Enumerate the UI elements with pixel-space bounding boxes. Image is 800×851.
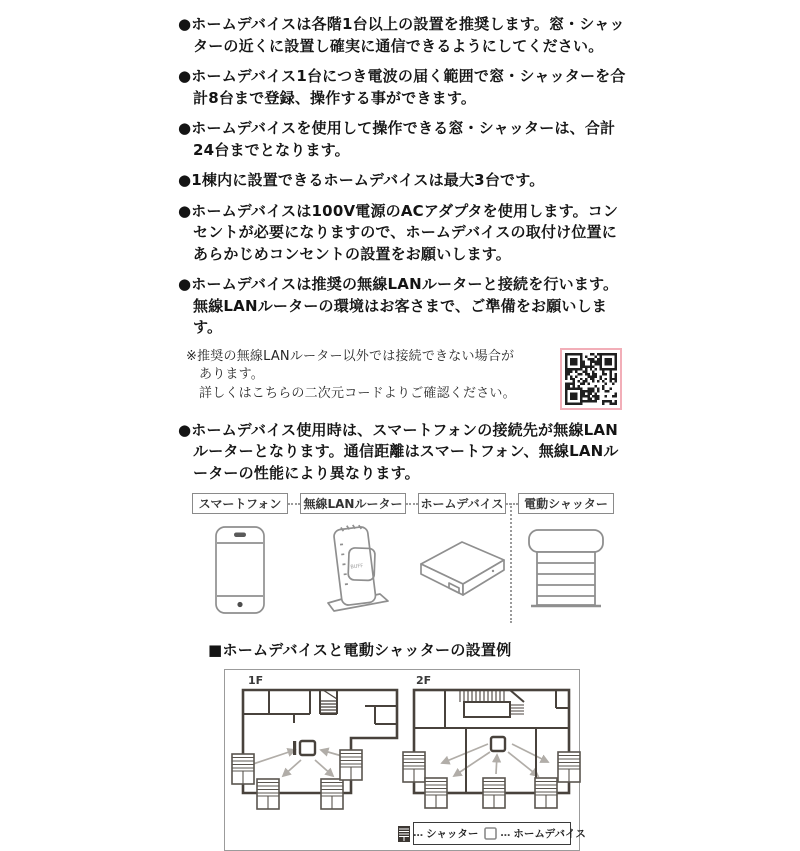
flow-box-shutter: 電動シャッター (518, 493, 614, 514)
legend-device-icon (484, 827, 497, 840)
flow-label-row (192, 493, 616, 514)
legend-dots: … (500, 828, 510, 839)
legend-device-label: ホームデバイス (513, 826, 586, 841)
floor-2f-label: 2F (416, 674, 431, 687)
smartphone-icon (214, 525, 266, 615)
note-text (186, 348, 554, 404)
legend-dots: … (413, 828, 423, 839)
qr-code (560, 348, 622, 410)
dashed-connector (288, 503, 300, 505)
electric-shutter-icon (526, 527, 606, 613)
home-device-icon (415, 531, 509, 607)
flow-box-router: 無線LANルーター (300, 493, 406, 514)
dashed-connector (506, 503, 518, 505)
installation-example-panel (224, 669, 580, 851)
flow-box-smartphone: スマートフォン (192, 493, 288, 514)
bullet-item: ●ホームデバイスは推奨の無線LANルーターと接続を行います。無線LANルーターの環境はお客さまで、ご準備をお願いします。 (178, 274, 630, 339)
dashed-connector (406, 503, 418, 505)
router-compatibility-note (186, 348, 630, 410)
bullet-item: ●ホームデバイスを使用して操作できる窓・シャッターは、合計24台までとなります。 (178, 118, 630, 161)
legend-shutter-icon (398, 826, 410, 842)
bullet-item: ●ホームデバイスは各階1台以上の設置を推奨します。窓・シャッターの近くに設置し確実に通信できるようにしてください。 (178, 14, 630, 57)
floorplan-1f-drawing (227, 688, 399, 814)
flow-box-home-device: ホームデバイス (418, 493, 506, 514)
floor-1f-label: 1F (248, 674, 263, 687)
svg-text:BUFF: BUFF (350, 563, 364, 571)
legend-box (413, 822, 571, 845)
router-icon (310, 523, 400, 619)
section-heading: ■ホームデバイスと電動シャッターの設置例 (208, 639, 630, 660)
connection-flow-diagram (192, 493, 616, 623)
bullet-item: ●ホームデバイスは100V電源のACアダプタを使用します。コンセントが必要になりますので、ホームデバイスの取付け位置にあらかじめコンセントの設置をお願いします。 (178, 201, 630, 266)
content-column (178, 14, 630, 851)
legend-shutter-label: シャッター (426, 826, 478, 841)
bullet-item: ●ホームデバイス1台につき電波の届く範囲で窓・シャッターを合計8台まで登録、操作する事ができます。 (178, 66, 630, 109)
note-line: ※推奨の無線LANルーター以外では接続できない場合が (186, 348, 554, 367)
bullet-item: ●1棟内に設置できるホームデバイスは最大3台です。 (178, 170, 630, 192)
note-line: 詳しくはこちらの二次元コードよりご確認ください。 (186, 385, 554, 404)
floorplan-2f-drawing (398, 688, 574, 814)
bullet-item: ●ホームデバイス使用時は、スマートフォンの接続先が無線LANルーターとなります。通信距離はスマートフォン、無線LANルーターの性能により異なります。 (178, 420, 630, 485)
flow-image-row (192, 523, 616, 623)
dotted-divider (510, 503, 512, 623)
note-line: あります。 (186, 366, 554, 385)
